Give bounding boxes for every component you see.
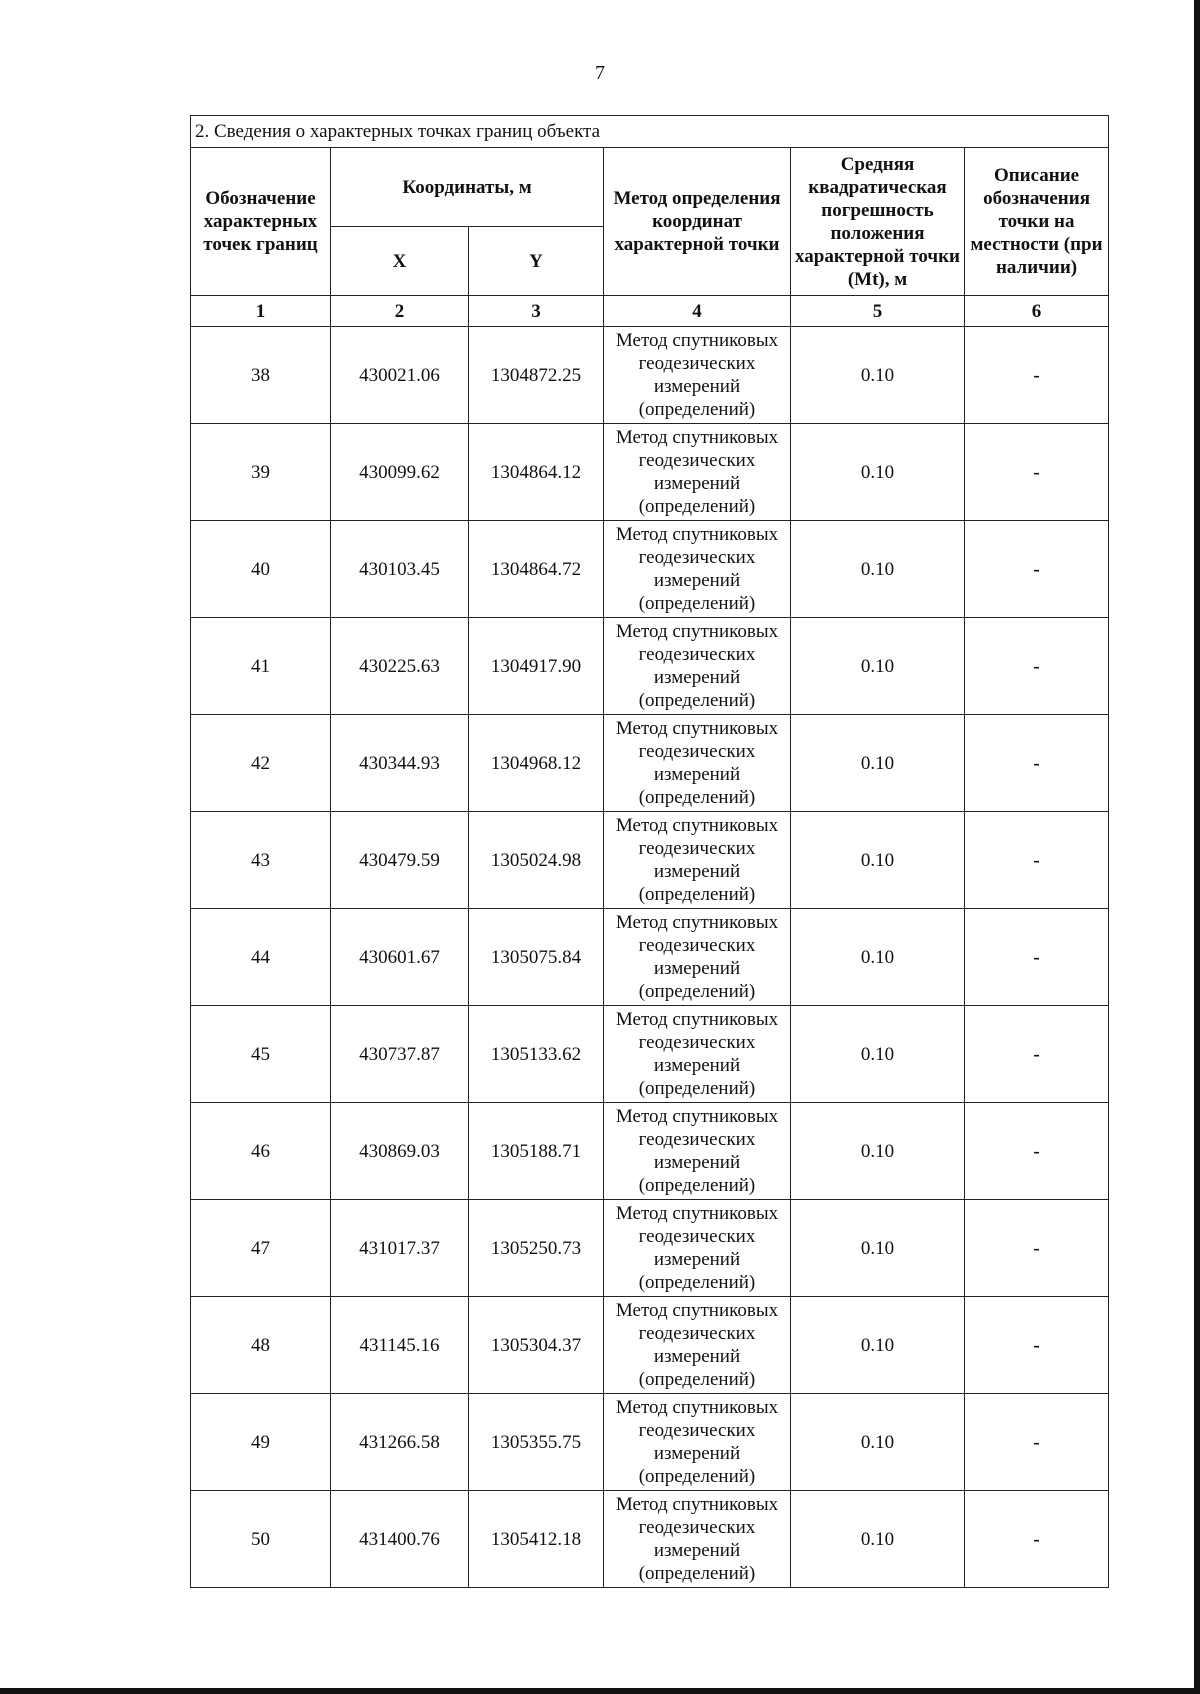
error-cell: 0.10 (791, 1103, 965, 1200)
x-coordinate-cell: 430225.63 (331, 618, 469, 715)
method-cell: Метод спутниковых геодезических измерений (определений) (604, 521, 791, 618)
point-cell: 45 (191, 1006, 331, 1103)
y-coordinate-cell: 1305412.18 (469, 1491, 604, 1588)
method-cell: Метод спутниковых геодезических измерений (определений) (604, 715, 791, 812)
error-cell: 0.10 (791, 1200, 965, 1297)
table-row (191, 812, 1109, 909)
column-number: 2 (331, 296, 469, 327)
y-coordinate-cell: 1304968.12 (469, 715, 604, 812)
y-coordinate-cell: 1305188.71 (469, 1103, 604, 1200)
error-cell: 0.10 (791, 1491, 965, 1588)
point-cell: 50 (191, 1491, 331, 1588)
boundary-points-table (190, 115, 1109, 1588)
point-cell: 39 (191, 424, 331, 521)
method-cell: Метод спутниковых геодезических измерений (определений) (604, 1200, 791, 1297)
point-cell: 38 (191, 327, 331, 424)
description-cell: - (965, 618, 1109, 715)
column-number: 4 (604, 296, 791, 327)
method-cell: Метод спутниковых геодезических измерений (определений) (604, 327, 791, 424)
description-cell: - (965, 715, 1109, 812)
method-cell: Метод спутниковых геодезических измерений (определений) (604, 1297, 791, 1394)
point-cell: 48 (191, 1297, 331, 1394)
table-row (191, 521, 1109, 618)
table-row (191, 1394, 1109, 1491)
table-row (191, 1103, 1109, 1200)
point-cell: 42 (191, 715, 331, 812)
method-cell: Метод спутниковых геодезических измерений (определений) (604, 1103, 791, 1200)
point-cell: 49 (191, 1394, 331, 1491)
y-coordinate-cell: 1304864.12 (469, 424, 604, 521)
header-y: Y (469, 227, 604, 296)
description-cell: - (965, 521, 1109, 618)
x-coordinate-cell: 430099.62 (331, 424, 469, 521)
description-cell: - (965, 327, 1109, 424)
table-title: 2. Сведения о характерных точках границ объекта (191, 116, 1109, 148)
x-coordinate-cell: 430479.59 (331, 812, 469, 909)
description-cell: - (965, 1491, 1109, 1588)
error-cell: 0.10 (791, 327, 965, 424)
description-cell: - (965, 1103, 1109, 1200)
method-cell: Метод спутниковых геодезических измерений (определений) (604, 1006, 791, 1103)
error-cell: 0.10 (791, 812, 965, 909)
column-number: 1 (191, 296, 331, 327)
description-cell: - (965, 1200, 1109, 1297)
x-coordinate-cell: 430344.93 (331, 715, 469, 812)
y-coordinate-cell: 1305250.73 (469, 1200, 604, 1297)
error-cell: 0.10 (791, 424, 965, 521)
y-coordinate-cell: 1305304.37 (469, 1297, 604, 1394)
point-cell: 46 (191, 1103, 331, 1200)
x-coordinate-cell: 430601.67 (331, 909, 469, 1006)
table-row (191, 909, 1109, 1006)
column-number: 6 (965, 296, 1109, 327)
method-cell: Метод спутниковых геодезических измерений (определений) (604, 618, 791, 715)
description-cell: - (965, 1297, 1109, 1394)
y-coordinate-cell: 1305133.62 (469, 1006, 604, 1103)
x-coordinate-cell: 431266.58 (331, 1394, 469, 1491)
table-row (191, 715, 1109, 812)
x-coordinate-cell: 430103.45 (331, 521, 469, 618)
point-cell: 41 (191, 618, 331, 715)
table-row (191, 1006, 1109, 1103)
description-cell: - (965, 1006, 1109, 1103)
column-number-row (191, 296, 1109, 327)
description-cell: - (965, 1394, 1109, 1491)
x-coordinate-cell: 430869.03 (331, 1103, 469, 1200)
table-row (191, 424, 1109, 521)
point-cell: 40 (191, 521, 331, 618)
error-cell: 0.10 (791, 1006, 965, 1103)
table-row (191, 1297, 1109, 1394)
table-row (191, 1200, 1109, 1297)
error-cell: 0.10 (791, 1394, 965, 1491)
column-number: 3 (469, 296, 604, 327)
table-row (191, 327, 1109, 424)
method-cell: Метод спутниковых геодезических измерений (определений) (604, 1394, 791, 1491)
error-cell: 0.10 (791, 715, 965, 812)
x-coordinate-cell: 430021.06 (331, 327, 469, 424)
y-coordinate-cell: 1304917.90 (469, 618, 604, 715)
header-x: X (331, 227, 469, 296)
table-row (191, 1491, 1109, 1588)
y-coordinate-cell: 1305024.98 (469, 812, 604, 909)
error-cell: 0.10 (791, 909, 965, 1006)
point-cell: 43 (191, 812, 331, 909)
header-method: Метод определения координат характерной точки (604, 148, 791, 296)
x-coordinate-cell: 431400.76 (331, 1491, 469, 1588)
point-cell: 44 (191, 909, 331, 1006)
error-cell: 0.10 (791, 521, 965, 618)
y-coordinate-cell: 1305075.84 (469, 909, 604, 1006)
x-coordinate-cell: 431017.37 (331, 1200, 469, 1297)
x-coordinate-cell: 431145.16 (331, 1297, 469, 1394)
point-cell: 47 (191, 1200, 331, 1297)
table-row (191, 618, 1109, 715)
y-coordinate-cell: 1305355.75 (469, 1394, 604, 1491)
header-description: Описание обозначения точки на местности (при наличии) (965, 148, 1109, 296)
page-number: 7 (595, 62, 605, 84)
method-cell: Метод спутниковых геодезических измерений (определений) (604, 812, 791, 909)
column-number: 5 (791, 296, 965, 327)
header-coordinates: Координаты, м (331, 148, 604, 227)
header-error: Средняя квадратическая погрешность положения характерной точки (Mt), м (791, 148, 965, 296)
method-cell: Метод спутниковых геодезических измерений (определений) (604, 424, 791, 521)
error-cell: 0.10 (791, 1297, 965, 1394)
y-coordinate-cell: 1304872.25 (469, 327, 604, 424)
description-cell: - (965, 424, 1109, 521)
y-coordinate-cell: 1304864.72 (469, 521, 604, 618)
table-body (191, 327, 1109, 1588)
description-cell: - (965, 812, 1109, 909)
error-cell: 0.10 (791, 618, 965, 715)
method-cell: Метод спутниковых геодезических измерений (определений) (604, 909, 791, 1006)
description-cell: - (965, 909, 1109, 1006)
header-point: Обозначение характерных точек границ (191, 148, 331, 296)
method-cell: Метод спутниковых геодезических измерений (определений) (604, 1491, 791, 1588)
x-coordinate-cell: 430737.87 (331, 1006, 469, 1103)
